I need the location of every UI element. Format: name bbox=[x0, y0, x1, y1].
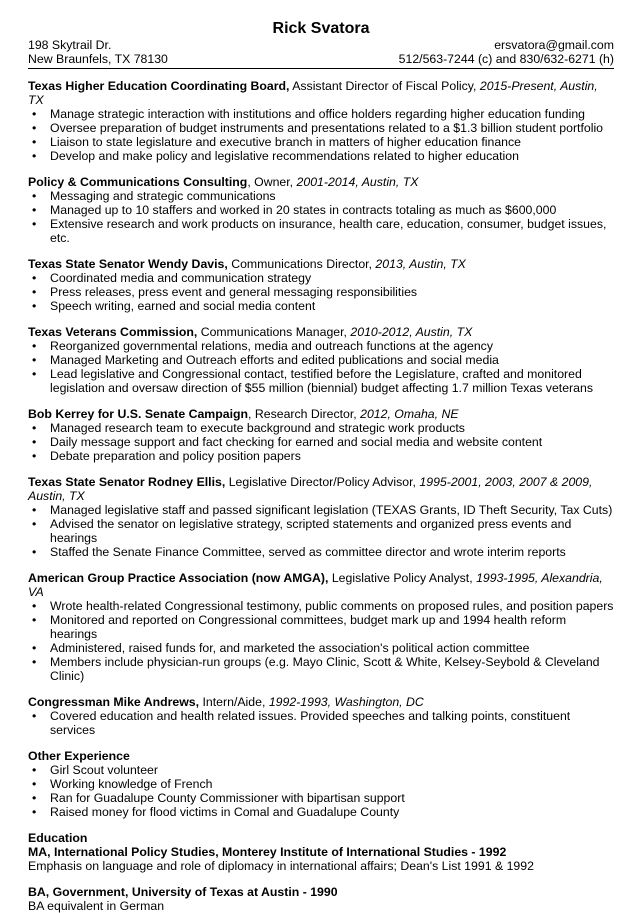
contact-row-2 bbox=[28, 52, 614, 66]
job-dates-location: 1995-2001, 2003, 2007 & 2009, Austin, TX bbox=[28, 475, 593, 503]
education-section bbox=[28, 831, 614, 913]
job-dates-location: 2010-2012, Austin, TX bbox=[350, 325, 473, 339]
bullet-item: • Covered education and health related issues. Provided speeches and talking points, constituent services bbox=[28, 709, 614, 737]
bullet-item: • Manage strategic interaction with institutions and office holders regarding higher education funding bbox=[28, 107, 614, 121]
job-organization: Bob Kerrey for U.S. Senate Campaign bbox=[28, 407, 249, 421]
job-role: Communications Manager, bbox=[197, 325, 351, 339]
job-entry bbox=[28, 79, 614, 163]
job-entry bbox=[28, 475, 614, 559]
job-role: , Research Director, bbox=[248, 407, 361, 421]
job-bullets bbox=[28, 107, 614, 163]
job-dates-location: 2015-Present, Austin, TX bbox=[28, 79, 598, 107]
job-role: Legislative Director/Policy Advisor, bbox=[225, 475, 420, 489]
job-role: Intern/Aide, bbox=[199, 695, 269, 709]
contact-row-1 bbox=[28, 38, 614, 52]
job-heading bbox=[28, 175, 614, 189]
job-dates-location: 2013, Austin, TX bbox=[375, 257, 466, 271]
job-heading bbox=[28, 257, 614, 271]
bullet-item: • Managed Marketing and Outreach efforts and edited publications and social media bbox=[28, 353, 614, 367]
job-bullets bbox=[28, 421, 614, 463]
bullet-item: • Monitored and reported on Congressional committees, budget mark up and 1994 health reform hearings bbox=[28, 613, 614, 641]
job-entry bbox=[28, 175, 614, 245]
bullet-item: • Wrote health-related Congressional testimony, public comments on proposed rules, and position papers bbox=[28, 599, 614, 613]
job-organization: Texas Veterans Commission, bbox=[28, 325, 198, 339]
job-heading bbox=[28, 407, 614, 421]
job-bullets bbox=[28, 271, 614, 313]
job-entry bbox=[28, 325, 614, 395]
job-organization: American Group Practice Association (now AMGA), bbox=[28, 571, 329, 585]
job-organization: Texas State Senator Wendy Davis, bbox=[28, 257, 228, 271]
job-heading bbox=[28, 571, 614, 599]
job-bullets bbox=[28, 339, 614, 395]
bullet-item: • Advised the senator on legislative strategy, scripted statements and organized press events and hearings bbox=[28, 517, 614, 545]
bullet-item: • Lead legislative and Congressional contact, testified before the Legislature, crafted and monitored legislation and oversaw direction of $55 million (biennial) budget affecting 1.7 million Texas veterans bbox=[28, 367, 614, 395]
experience-list bbox=[28, 79, 614, 737]
job-dates-location: 2001-2014, Austin, TX bbox=[296, 175, 419, 189]
bullet-item: • Managed up to 10 staffers and worked in 20 states in contracts totaling as much as $600,000 bbox=[28, 203, 614, 217]
education-entry bbox=[28, 885, 614, 913]
degree-title: MA, International Policy Studies, Monterey Institute of International Studies - 1992 bbox=[28, 845, 507, 859]
other-experience-title: Other Experience bbox=[28, 749, 130, 763]
job-organization: Texas State Senator Rodney Ellis, bbox=[28, 475, 226, 489]
address-line-1: 198 Skytrail Dr. bbox=[28, 38, 112, 52]
bullet-item: • Girl Scout volunteer bbox=[28, 763, 614, 777]
bullet-item: • Managed legislative staff and passed significant legislation (TEXAS Grants, ID Theft Security, Tax Cuts) bbox=[28, 503, 614, 517]
job-dates-location: 1992-1993, Washington, DC bbox=[268, 695, 424, 709]
job-heading bbox=[28, 695, 614, 709]
job-role: Assistant Director of Fiscal Policy, bbox=[289, 79, 480, 93]
bullet-item: • Liaison to state legislature and executive branch in matters of higher education finance bbox=[28, 135, 614, 149]
bullet-item: • Develop and make policy and legislative recommendations related to higher education bbox=[28, 149, 614, 163]
job-role: , Owner, bbox=[247, 175, 297, 189]
resume-name: Rick Svatora bbox=[272, 20, 370, 37]
job-dates-location: 1993-1995, Alexandria, VA bbox=[28, 571, 603, 599]
job-organization: Policy & Communications Consulting bbox=[28, 175, 248, 189]
bullet-item: • Press releases, press event and general messaging responsibilities bbox=[28, 285, 614, 299]
bullet-item: • Raised money for flood victims in Comal and Guadalupe County bbox=[28, 805, 614, 819]
job-bullets bbox=[28, 599, 614, 683]
bullet-item: • Extensive research and work products on insurance, health care, education, consumer, budget issues, etc. bbox=[28, 217, 614, 245]
job-entry bbox=[28, 257, 614, 313]
degree-note: Emphasis on language and role of diplomacy in international affairs; Dean's List 1991 & 1992 bbox=[28, 859, 534, 873]
bullet-item: • Daily message support and fact checking for earned and social media and website content bbox=[28, 435, 614, 449]
degree-title: BA, Government, University of Texas at Austin - 1990 bbox=[28, 885, 338, 899]
phone: 512/563-7244 (c) and 830/632-6271 (h) bbox=[398, 52, 614, 66]
job-heading bbox=[28, 325, 614, 339]
bullet-item: • Staffed the Senate Finance Committee, served as committee director and wrote interim reports bbox=[28, 545, 614, 559]
bullet-item: • Members include physician-run groups (e.g. Mayo Clinic, Scott & White, Kelsey-Seybold & Cleveland Clinic) bbox=[28, 655, 614, 683]
job-role: Legislative Policy Analyst, bbox=[328, 571, 477, 585]
email: ersvatora@gmail.com bbox=[494, 38, 614, 52]
bullet-item: • Working knowledge of French bbox=[28, 777, 614, 791]
bullet-item: • Oversee preparation of budget instruments and presentations related to a $1.3 billion student portfolio bbox=[28, 121, 614, 135]
bullet-item: • Reorganized governmental relations, media and outreach functions at the agency bbox=[28, 339, 614, 353]
job-dates-location: 2012, Omaha, NE bbox=[360, 407, 459, 421]
job-entry bbox=[28, 571, 614, 683]
bullet-item: • Coordinated media and communication strategy bbox=[28, 271, 614, 285]
degree-note: BA equivalent in German bbox=[28, 899, 165, 913]
education-title: Education bbox=[28, 831, 88, 845]
other-experience-bullets bbox=[28, 763, 614, 819]
bullet-item: • Debate preparation and policy position papers bbox=[28, 449, 614, 463]
bullet-item: • Speech writing, earned and social media content bbox=[28, 299, 614, 313]
other-experience bbox=[28, 749, 614, 819]
header-divider bbox=[28, 68, 614, 69]
job-entry bbox=[28, 407, 614, 463]
job-organization: Congressman Mike Andrews, bbox=[28, 695, 200, 709]
job-entry bbox=[28, 695, 614, 737]
bullet-item: • Messaging and strategic communications bbox=[28, 189, 614, 203]
job-heading bbox=[28, 79, 614, 107]
bullet-item: • Managed research team to execute background and strategic work products bbox=[28, 421, 614, 435]
job-bullets bbox=[28, 189, 614, 245]
job-role: Communications Director, bbox=[227, 257, 376, 271]
job-bullets bbox=[28, 709, 614, 737]
job-organization: Texas Higher Education Coordinating Board, bbox=[28, 79, 290, 93]
bullet-item: • Ran for Guadalupe County Commissioner with bipartisan support bbox=[28, 791, 614, 805]
education-entry bbox=[28, 845, 614, 873]
bullet-item: • Administered, raised funds for, and marketed the association's political action committee bbox=[28, 641, 614, 655]
address-line-2: New Braunfels, TX 78130 bbox=[28, 52, 168, 66]
job-bullets bbox=[28, 503, 614, 559]
job-heading bbox=[28, 475, 614, 503]
education-list bbox=[28, 845, 614, 913]
